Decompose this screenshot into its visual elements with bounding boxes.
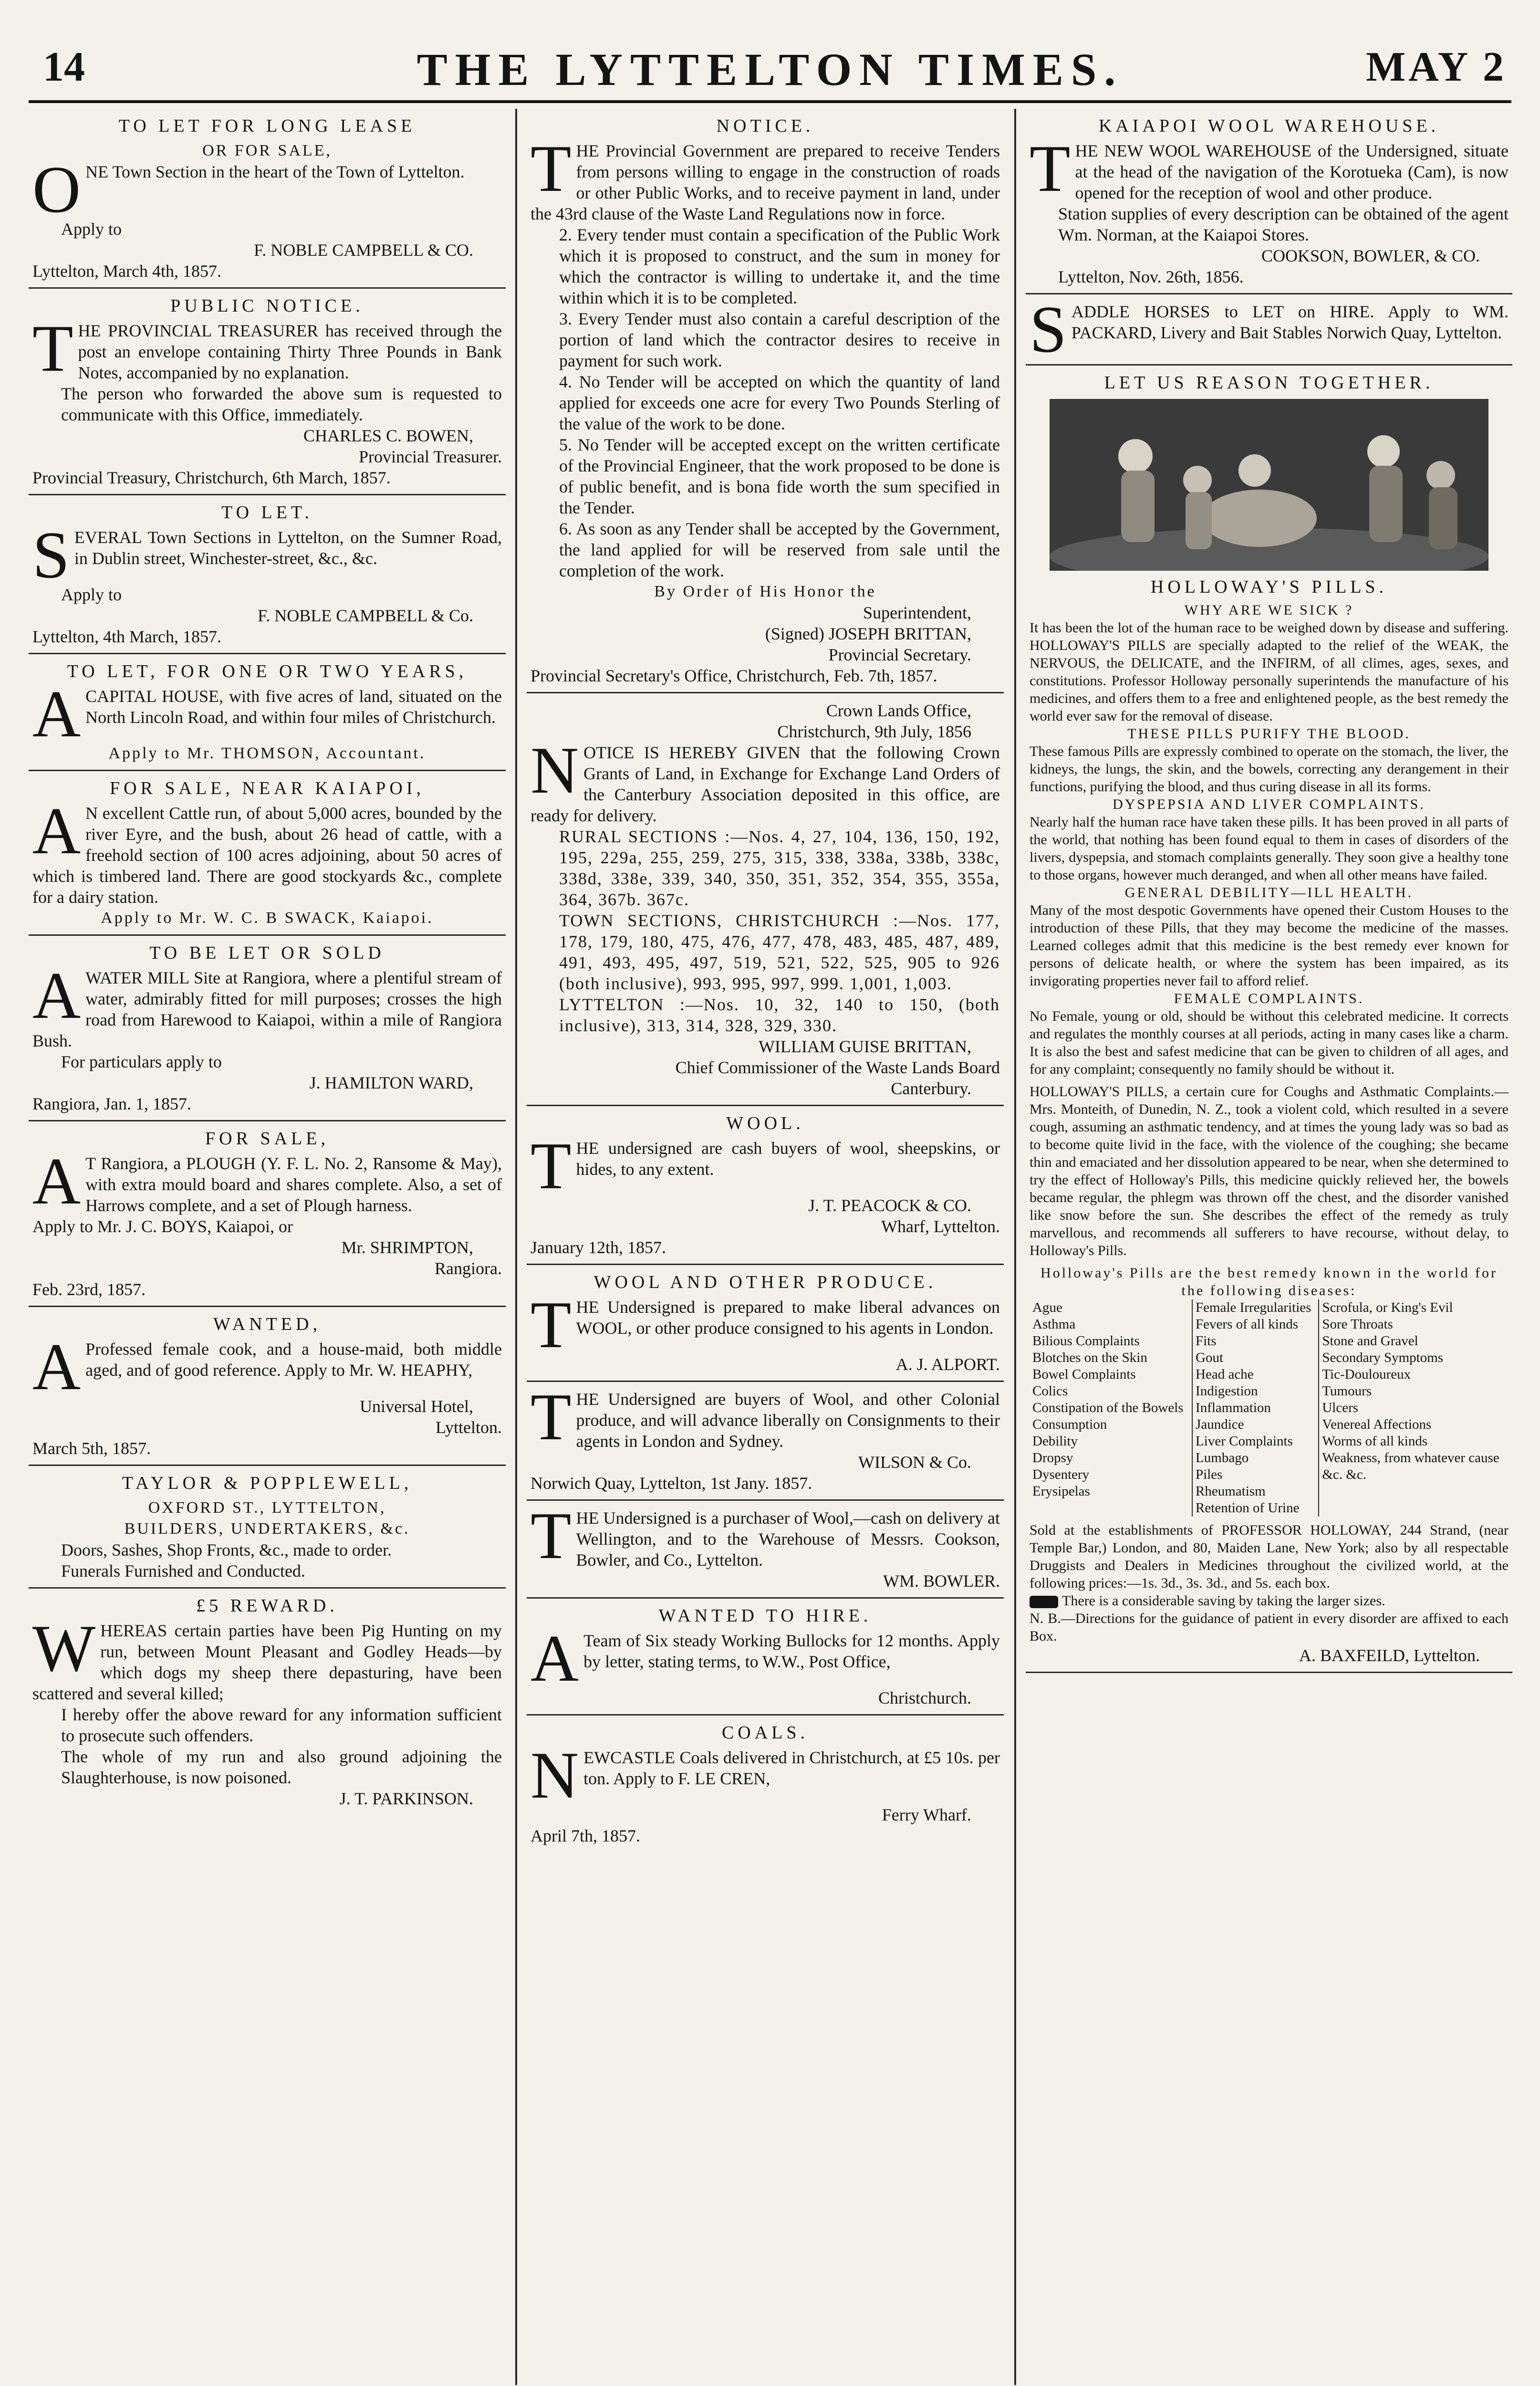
- disease-item: Constipation of the Bowels: [1032, 1400, 1184, 1415]
- ad-line: Crown Lands Office,: [826, 701, 971, 720]
- town-sections: TOWN SECTIONS, CHRISTCHURCH :—Nos. 177, 178, 179, 180, 475, 476, 477, 478, 483, 485, 487, 489, 491, 493, 495, 497, 519, 521, 522, 525, 905 to 926 (both inclusive), 993, 995, 997, 999. 1,001, 1,003.: [559, 911, 1000, 993]
- ad-signature: A. BAXFEILD, Lyttelton.: [1299, 1646, 1480, 1665]
- ad-line: For particulars apply to: [61, 1052, 222, 1071]
- lyttelton-sections: LYTTELTON :—Nos. 10, 32, 140 to 150, (both inclusive), 313, 314, 328, 329, 330.: [559, 995, 1000, 1035]
- disease-item: Worms of all kinds: [1322, 1434, 1428, 1449]
- ad-body: It has been the lot of the human race to be weighed down by disease and suffering. HOLLOWAY'S PILLS are specially adapted to the relief of the WEAK, the NERVOUS, the DELICATE, and the INFIRM, of all climes, ages, sexes, and constitutions. Professor Holloway personally superintends the manufacture of his medicines, and offers them to a free and enlightened people, as the best remedy the world ever saw for the removal of disease.: [1030, 620, 1509, 724]
- disease-item: Female Irregularities: [1196, 1300, 1311, 1315]
- drop-cap: A: [32, 794, 81, 868]
- ad-colonial-produce: [527, 1382, 1004, 1501]
- ad-reward: [29, 1589, 506, 1815]
- disease-item: Debility: [1032, 1434, 1078, 1449]
- ad-heading: TO BE LET OR SOLD: [149, 943, 385, 963]
- ad-date: Provincial Secretary's Office, Christchurch, Feb. 7th, 1857.: [531, 666, 937, 685]
- disease-item: Blotches on the Skin: [1032, 1350, 1147, 1365]
- ad-subheading: DYSPEPSIA AND LIVER COMPLAINTS.: [1113, 796, 1426, 812]
- ad-signature: WILSON & Co.: [858, 1453, 971, 1472]
- ad-body: These famous Pills are expressly combined to operate on the stomach, the liver, the kidneys, the lungs, the skin, and the bowels, correcting any derangement in their functions, purifying the blood, and thus curing disease in all its forms.: [1030, 743, 1509, 795]
- ad-date: January 12th, 1857.: [531, 1238, 666, 1257]
- ad-line: Apply to: [61, 585, 122, 604]
- disease-item: Dropsy: [1032, 1450, 1073, 1465]
- ad-body: Professed female cook, and a house-maid, both middle aged, and of good reference. Apply to Mr. W. HEAPHY,: [85, 1340, 502, 1380]
- ad-date: Provincial Treasury, Christchurch, 6th March, 1857.: [32, 468, 391, 487]
- masthead: [0, 33, 1540, 100]
- disease-item: Piles: [1196, 1467, 1223, 1482]
- drop-cap: T: [531, 1380, 572, 1454]
- ad-signature: (Signed) JOSEPH BRITTAN,: [765, 624, 971, 643]
- drop-cap: A: [32, 1330, 81, 1404]
- drop-cap: T: [531, 132, 572, 206]
- ad-date: Lyttelton, March 4th, 1857.: [32, 262, 221, 281]
- ad-body: HE Provincial Government are prepared to receive Tenders from persons willing to engage in the construction of roads or other Public Works, and to receive payment in land, under the 43rd clause of the Waste Land Regulations now in force.: [531, 141, 1000, 223]
- ad-heading: TO LET, FOR ONE OR TWO YEARS,: [67, 661, 468, 681]
- notice-tenders: [527, 109, 1004, 693]
- ad-date: Feb. 23rd, 1857.: [32, 1280, 146, 1299]
- ad-signature: J. T. PARKINSON.: [339, 1789, 473, 1808]
- ad-body: There is a considerable saving by taking the larger sizes.: [1062, 1593, 1385, 1609]
- ad-capital-house: [29, 654, 506, 771]
- ad-date: Christchurch, 9th July, 1856: [777, 722, 971, 741]
- ad-wanted-to-hire: [527, 1599, 1004, 1716]
- ad-heading: TO LET.: [221, 502, 313, 523]
- ad-date: Lyttelton, 4th March, 1857.: [32, 627, 221, 646]
- ad-line: Chief Commissioner of the Waste Lands Board: [675, 1058, 1000, 1077]
- ad-body: NE Town Section in the heart of the Town of Lyttelton.: [85, 162, 465, 181]
- ad-heading: FOR SALE, NEAR KAIAPOI,: [109, 778, 425, 798]
- notice-crown-grants: [527, 693, 1004, 1106]
- ad-heading: WANTED TO HIRE.: [658, 1606, 872, 1626]
- ad-line: Rangiora.: [435, 1259, 502, 1278]
- ad-body: 5. No Tender will be accepted except on the written certificate of the Provincial Engineer, that the work proposed to be done is of public benefit, and is bona fide worth the sum specified in the Tender.: [559, 435, 1000, 517]
- ad-signature: A. J. ALPORT.: [895, 1355, 1000, 1374]
- ad-date: April 7th, 1857.: [531, 1826, 640, 1845]
- ad-heading: KAIAPOI WOOL WAREHOUSE.: [1098, 116, 1440, 136]
- disease-item: Asthma: [1032, 1317, 1076, 1332]
- ad-water-mill: [29, 936, 506, 1121]
- disease-item: Liver Complaints: [1196, 1434, 1293, 1449]
- drop-cap: T: [32, 312, 73, 386]
- ad-heading: WOOL AND OTHER PRODUCE.: [593, 1272, 937, 1292]
- drop-cap: A: [32, 1144, 81, 1218]
- ad-body: 3. Every Tender must also contain a careful description of the portion of land which the contractor desires to receive in payment for such work.: [559, 309, 1000, 370]
- diseases-column: [1192, 1299, 1319, 1517]
- ad-subheading: OR FOR SALE,: [202, 142, 332, 159]
- disease-item: Secondary Symptoms: [1322, 1350, 1444, 1365]
- ad-body: The whole of my run and also ground adjoining the Slaughterhouse, is now poisoned.: [61, 1747, 502, 1787]
- column-rule: [1014, 109, 1016, 2385]
- ad-heading: TO LET FOR LONG LEASE: [118, 116, 416, 136]
- ad-body: HE PROVINCIAL TREASURER has received through the post an envelope containing Thirty Three Pounds in Bank Notes, accompanied by no explanation.: [78, 321, 502, 382]
- ad-subheading: OXFORD ST., LYTTELTON,: [148, 1499, 386, 1517]
- ad-long-lease: [29, 109, 506, 289]
- ad-body: I hereby offer the above reward for any information sufficient to prosecute such offenders.: [61, 1705, 502, 1745]
- ad-body: The person who forwarded the above sum is requested to communicate with this Office, immediately.: [61, 384, 502, 424]
- disease-item: Colics: [1032, 1383, 1068, 1399]
- ad-body: ADDLE HORSES to LET on HIRE. Apply to WM. PACKARD, Livery and Bait Stables Norwich Quay, Lyttelton.: [1071, 302, 1509, 342]
- issue-date: MAY 2: [1366, 44, 1507, 90]
- ad-body: 4. No Tender will be accepted on which the quantity of land applied for exceeds one acre for every Two Pounds Sterling of the value of the work to be done.: [559, 372, 1000, 433]
- ad-body: Many of the most despotic Governments have opened their Custom Houses to the introduction of these Pills, that they may become the medicine of the masses. Learned colleges admit that this medicine is the best remedy ever known for persons of delicate health, or where the system has been impaired, as its invigorating properties never fail to afford relief.: [1030, 902, 1509, 989]
- disease-item: Bilious Complaints: [1032, 1333, 1140, 1349]
- disease-item: Head ache: [1196, 1367, 1254, 1382]
- drop-cap: O: [32, 153, 81, 227]
- ad-body: 6. As soon as any Tender shall be accepted by the Government, the land applied for will be reserved from sale until the completion of the work.: [559, 519, 1000, 580]
- ad-body: T Rangiora, a PLOUGH (Y. F. L. No. 2, Ransome & May), with extra mould board and shares complete. Also, a set of Harrows complete, and a set of Plough harness.: [85, 1154, 502, 1215]
- ad-signature: CHARLES C. BOWEN,: [303, 426, 473, 445]
- column-left: [29, 109, 506, 2380]
- ad-line: Provincial Secretary.: [828, 645, 971, 664]
- disease-item: Consumption: [1032, 1417, 1107, 1432]
- ad-wool-buyers: [527, 1106, 1004, 1265]
- ad-wool-purchaser: [527, 1501, 1004, 1599]
- ad-wool-produce: [527, 1265, 1004, 1382]
- disease-item: Rheumatism: [1196, 1484, 1266, 1499]
- ad-date: Lyttelton, Nov. 26th, 1856.: [1058, 267, 1244, 286]
- drop-cap: N: [531, 1738, 579, 1812]
- ad-body: N. B.—Directions for the guidance of patient in every disorder are affixed to each Box.: [1030, 1611, 1509, 1644]
- disease-item: Ulcers: [1322, 1400, 1359, 1415]
- ad-body: EVERAL Town Sections in Lyttelton, on the Sumner Road, in Dublin street, Winchester-street, &c., &c.: [74, 528, 502, 568]
- ad-heading: COALS.: [721, 1723, 809, 1743]
- ad-signature: F. NOBLE CAMPBELL & Co.: [258, 606, 473, 625]
- ad-subheading: BUILDERS, UNDERTAKERS, &c.: [124, 1520, 410, 1538]
- ad-signature: J. T. PEACOCK & CO.: [808, 1196, 971, 1215]
- ad-public-notice: [29, 289, 506, 495]
- disease-item: Jaundice: [1196, 1417, 1244, 1432]
- ad-line: Funerals Furnished and Conducted.: [61, 1561, 305, 1580]
- ad-body: WATER MILL Site at Rangiora, where a plentiful stream of water, admirably fitted for mill purposes; crosses the high road from Harewood to Kaiapoi, within a mile of Rangiora Bush.: [32, 968, 502, 1050]
- ad-body: HE Undersigned is a purchaser of Wool,—cash on delivery at Wellington, and to the Warehouse of Messrs. Cookson, Bowler, and Co., Lyttelton.: [576, 1508, 1000, 1570]
- ad-line: Apply to Mr. W. C. B SWACK, Kaiapoi.: [101, 909, 434, 927]
- disease-item: Tumours: [1322, 1383, 1372, 1399]
- ad-subheading: GENERAL DEBILITY—ILL HEALTH.: [1124, 885, 1414, 900]
- masthead-rule: [29, 100, 1511, 103]
- ad-heading: HOLLOWAY'S PILLS.: [1150, 577, 1388, 597]
- ad-body: HE Undersigned are buyers of Wool, and other Colonial produce, and will advance liberally on Consignments to their agents in London and Sydney.: [576, 1390, 1000, 1451]
- pointing-hand-icon: [1030, 1596, 1058, 1608]
- ad-kaiapoi-warehouse: [1026, 109, 1512, 294]
- ad-body: OTICE IS HEREBY GIVEN that the following Crown Grants of Land, in Exchange for Exchange Land Orders of the Canterbury Association deposited in this office, are ready for delivery.: [531, 743, 1000, 825]
- ad-body: 2. Every tender must contain a specification of the Public Work which it is proposed to construct, and the sum in money for which the contractor is willing to undertake it, and the time within which it is to be completed.: [559, 225, 1000, 307]
- disease-item: Sore Throats: [1322, 1317, 1393, 1332]
- ad-to-let: [29, 495, 506, 654]
- ad-line: Apply to Mr. THOMSON, Accountant.: [108, 744, 426, 762]
- ad-builders: [29, 1466, 506, 1589]
- ad-line: Provincial Treasurer.: [359, 447, 502, 466]
- disease-item: Ague: [1032, 1300, 1062, 1315]
- pointing-hand-note: [1030, 1592, 1509, 1610]
- ad-heading: WOOL.: [726, 1113, 804, 1133]
- ad-signature: Mr. SHRIMPTON,: [341, 1238, 473, 1257]
- ad-line: Lyttelton.: [436, 1418, 502, 1437]
- disease-item: Stone and Gravel: [1322, 1333, 1418, 1349]
- ad-body: Team of Six steady Working Bullocks for 12 months. Apply by letter, stating terms, to W.W., Post Office,: [583, 1631, 1000, 1671]
- ad-saddle-horses: [1026, 294, 1512, 366]
- ad-line: Superintendent,: [863, 603, 971, 622]
- ad-body: Station supplies of every description can be obtained of the agent Wm. Norman, at the Kaiapoi Stores.: [1058, 204, 1509, 244]
- ad-coals: [527, 1716, 1004, 1852]
- ad-heading: TAYLOR & POPPLEWELL,: [122, 1473, 413, 1493]
- ad-heading: LET US REASON TOGETHER.: [1104, 373, 1434, 393]
- drop-cap: T: [531, 1288, 572, 1362]
- disease-item: Bowel Complaints: [1032, 1367, 1136, 1382]
- diseases-column: [1030, 1299, 1192, 1517]
- disease-item: Scrofula, or King's Evil: [1322, 1300, 1453, 1315]
- ad-signature: Universal Hotel,: [360, 1397, 473, 1416]
- ad-body: Nearly half the human race have taken these pills. It has been proved in all parts of the world, that nothing has been found equal to them in cases of disorders of the livers, dyspepsia, and stomach complaints generally. They soon give a healthy tone to those organs, however much deranged, and when all other means have failed.: [1030, 814, 1509, 883]
- ad-body: CAPITAL HOUSE, with five acres of land, situated on the North Lincoln Road, and within four miles of Christchurch.: [85, 687, 502, 727]
- disease-item: Erysipelas: [1032, 1484, 1090, 1499]
- drop-cap: S: [32, 518, 70, 592]
- ad-line: Apply to Mr. J. C. BOYS, Kaiapoi, or: [32, 1217, 293, 1236]
- ad-body: N excellent Cattle run, of about 5,000 acres, bounded by the river Eyre, and the bush, about 26 head of cattle, with a freehold section of 100 acres adjoining, about 50 acres of which is timbered land. There are good stockyards &c., complete for a dairy station.: [32, 804, 502, 907]
- disease-item: Lumbago: [1196, 1450, 1249, 1465]
- ad-line: Wharf, Lyttelton.: [881, 1217, 1000, 1236]
- diseases-column: [1319, 1299, 1509, 1517]
- ad-line: Apply to: [61, 220, 122, 239]
- drop-cap: A: [32, 677, 81, 751]
- column-middle: [527, 109, 1004, 2380]
- ad-body: HEREAS certain parties have been Pig Hunting on my run, between Mount Pleasant and Godley Heads—by which dogs my sheep there depasturing, have been scattered and several killed;: [32, 1621, 502, 1703]
- ad-subheading: THESE PILLS PURIFY THE BLOOD.: [1127, 726, 1411, 742]
- ad-body: HE NEW WOOL WAREHOUSE of the Undersigned, situate at the head of the navigation of the Korotueka (Cam), is now opened for the reception of wool and other produce.: [1075, 141, 1509, 202]
- disease-item: Fits: [1196, 1333, 1217, 1349]
- newspaper-title: THE LYTTELTON TIMES.: [416, 44, 1124, 95]
- ad-date: Norwich Quay, Lyttelton, 1st Jany. 1857.: [531, 1474, 812, 1493]
- drop-cap: T: [531, 1129, 572, 1203]
- ad-signature: Ferry Wharf.: [882, 1805, 971, 1824]
- disease-item: &c. &c.: [1322, 1467, 1366, 1482]
- ad-cattle-run: [29, 771, 506, 936]
- disease-item: Weakness, from whatever cause: [1322, 1450, 1499, 1465]
- ad-heading: FOR SALE,: [205, 1129, 329, 1149]
- column-right: [1026, 109, 1512, 2380]
- disease-item: Indigestion: [1196, 1383, 1258, 1399]
- ad-signature: WILLIAM GUISE BRITTAN,: [758, 1037, 971, 1056]
- ad-line: By Order of His Honor the: [654, 583, 876, 600]
- ad-signature: J. HAMILTON WARD,: [309, 1073, 473, 1092]
- ad-body: Sold at the establishments of PROFESSOR HOLLOWAY, 244 Strand, (near Temple Bar,) London, and 80, Maiden Lane, New York; also by all respectable Druggists and Dealers in Medicines throughout the civilized world, at the following prices:—1s. 3d., 3s. 3d., and 5s. each box.: [1030, 1522, 1509, 1591]
- drop-cap: N: [531, 733, 579, 807]
- ad-date: March 5th, 1857.: [32, 1439, 151, 1458]
- column-rule: [515, 109, 517, 2385]
- ad-wanted-cook: [29, 1307, 506, 1466]
- disease-item: Dysentery: [1032, 1467, 1090, 1482]
- drop-cap: A: [32, 959, 81, 1033]
- ad-body: HOLLOWAY'S PILLS, a certain cure for Coughs and Asthmatic Complaints.—Mrs. Monteith, of Dunedin, N. Z., took a violent cold, which resulted in a severe cough, assuming an asthmatic tendency, and at times the young lady was so bad as to become quite livid in the face, with the violence of the coughing; she became thin and emaciated and her dissolution appeared to be near, when she determined to try the effect of Holloway's Pills, this medicine quickly relieved her, the bowels became regular, the phlegm was thrown off the chest, and the disorder vanished like snow before the sun. She describes the effect of the remedy as truly marvellous, and recommends all sufferers to have recourse, without delay, to Holloway's Pills.: [1030, 1084, 1509, 1258]
- ad-body: HE undersigned are cash buyers of wool, sheepskins, or hides, to any extent.: [576, 1139, 1000, 1179]
- drop-cap: T: [1030, 132, 1071, 206]
- ad-signature: WM. BOWLER.: [883, 1571, 1000, 1591]
- ad-heading: NOTICE.: [716, 116, 814, 136]
- disease-item: Inflammation: [1196, 1400, 1271, 1415]
- ad-heading: £5 REWARD.: [196, 1596, 338, 1616]
- drop-cap: A: [531, 1622, 579, 1695]
- ad-body: No Female, young or old, should be without this celebrated medicine. It corrects and regulates the monthly courses at all periods, acting in many cases like a charm. It is also the best and safest medicine that can be given to children of all ages, and for any complaint; consequently no family should be without it.: [1030, 1008, 1509, 1077]
- drop-cap: W: [32, 1612, 96, 1685]
- ad-heading: WANTED,: [213, 1314, 321, 1334]
- ad-body: Holloway's Pills are the best remedy known in the world for the following diseases:: [1041, 1265, 1498, 1298]
- page-number: 14: [43, 44, 85, 90]
- disease-item: Tic-Douloureux: [1322, 1367, 1411, 1382]
- rural-sections: RURAL SECTIONS :—Nos. 4, 27, 104, 136, 150, 192, 195, 229a, 255, 259, 275, 315, 338, 338a, 338b, 338c, 338d, 338e, 339, 340, 350, 351, 352, 354, 355, 355a, 364, 367b. 367c.: [559, 827, 1000, 909]
- ad-subheading: WHY ARE WE SICK ?: [1184, 602, 1354, 618]
- ad-body: HE Undersigned is prepared to make liberal advances on WOOL, or other produce consigned to his agents in London.: [576, 1298, 1000, 1338]
- ad-plough: [29, 1121, 506, 1307]
- disease-item: Gout: [1196, 1350, 1224, 1365]
- ad-signature: Christchurch.: [878, 1688, 971, 1707]
- ad-signature: F. NOBLE CAMPBELL & CO.: [254, 241, 473, 260]
- disease-item: Retention of Urine: [1196, 1500, 1300, 1516]
- ad-date: Rangiora, Jan. 1, 1857.: [32, 1094, 191, 1113]
- disease-item: Venereal Affections: [1322, 1417, 1432, 1432]
- ad-body: Doors, Sashes, Shop Fronts, &c., made to order.: [61, 1540, 392, 1559]
- ad-holloway-pills: [1026, 366, 1512, 1673]
- ad-heading: PUBLIC NOTICE.: [170, 296, 364, 316]
- disease-item: Fevers of all kinds: [1196, 1317, 1299, 1332]
- drop-cap: T: [531, 1499, 572, 1573]
- diseases-table: [1030, 1299, 1509, 1517]
- ad-line: Canterbury.: [891, 1079, 971, 1098]
- ad-subheading: FEMALE COMPLAINTS.: [1174, 991, 1364, 1006]
- engraving-illustration: [1050, 399, 1488, 571]
- ad-signature: COOKSON, BOWLER, & CO.: [1261, 246, 1480, 265]
- ad-body: EWCASTLE Coals delivered in Christchurch, at £5 10s. per ton. Apply to F. LE CREN,: [583, 1748, 1000, 1788]
- drop-cap: S: [1030, 293, 1067, 366]
